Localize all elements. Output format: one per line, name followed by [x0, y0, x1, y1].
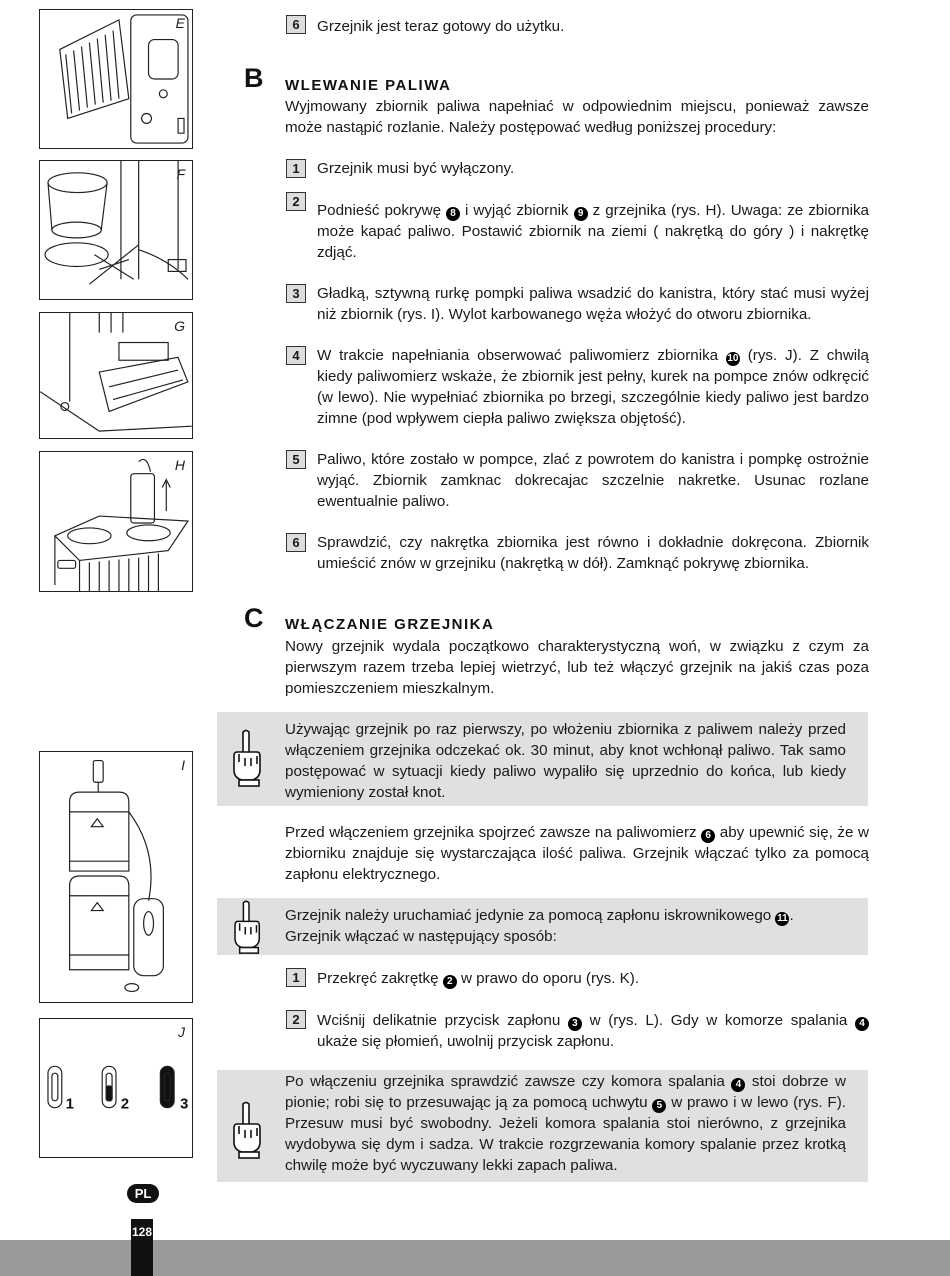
step-number-badge: 6: [286, 15, 306, 34]
figure-j: [39, 1018, 193, 1158]
figure-g-illustration: [40, 313, 192, 438]
figure-g: [39, 312, 193, 439]
gauge-label-1: 1: [65, 1096, 74, 1113]
ref-6-icon: 6: [701, 829, 715, 843]
gauge-label-3: 3: [180, 1096, 189, 1113]
step-b3-number: 3: [286, 284, 306, 303]
ref-4-icon: 4: [855, 1017, 869, 1031]
figure-j-illustration: [40, 1019, 192, 1157]
section-b-letter: B: [244, 63, 264, 93]
step-b5-text: Paliwo, które zostało w pompce, zlać z powrotem do kanistra i pompkę ostrożnie wyjąć. Zbiornik zamknac dokrecajac szczelnie nakretke. Usunac rozlane ewentualnie paliwo.: [317, 451, 869, 510]
gauge-label-2: 2: [120, 1096, 130, 1113]
step-text: Grzejnik jest teraz gotowy do użytku.: [317, 18, 565, 35]
figure-f: [39, 160, 193, 300]
ref-10-icon: 10: [727, 353, 739, 364]
pointing-hand-icon: [227, 728, 271, 788]
ref-4-icon: 4: [731, 1078, 745, 1092]
step-b2-number: 2: [286, 192, 306, 211]
step-b6-number: 6: [286, 533, 306, 552]
pointing-hand-icon: [227, 1100, 271, 1160]
figure-j-label: J: [178, 1024, 185, 1040]
section-b-title: WLEWANIE PALIWA: [285, 77, 452, 94]
ref-2-icon: 2: [443, 975, 457, 989]
ref-11-icon: 11: [777, 913, 788, 924]
ref-9-icon: 9: [574, 207, 588, 221]
ref-3-icon: 3: [568, 1017, 582, 1031]
step-c2-number: 2: [286, 1010, 306, 1029]
figure-f-illustration: [40, 161, 192, 299]
figure-i: [39, 751, 193, 1003]
note-ignition-text: Grzejnik należy uruchamiać jedynie za pomocą zapłonu iskrownikowego 11 . Grzejnik włączać w następujący sposób:: [285, 907, 794, 945]
step-b2-text: Podnieść pokrywę 8 i wyjąć zbiornik 9 z grzejnika (rys. H). Uwaga: ze zbiornika może kapać paliwo. Postawić zbiornik na ziemi ( nakrętką do góry ) i nakrętkę zdjąć.: [317, 202, 869, 261]
figure-e: [39, 9, 193, 149]
figure-i-label: I: [181, 757, 185, 773]
step-b1-number: 1: [286, 159, 306, 178]
figure-g-label: G: [174, 318, 185, 334]
note-box-first-use: [217, 712, 868, 806]
section-c-letter: C: [244, 603, 264, 633]
figure-h-illustration: [40, 452, 192, 591]
note-first-use-text: Używając grzejnik po raz pierwszy, po włożeniu zbiornika z paliwem należy przed włączeniem grzejnika odczekać ok. 30 minut, aby knot wchłonął paliwo. Tak samo postępować w sytuacji kiedy paliwo wypaliło się uprzednio do końca, lub kiedy wymieniony został knot.: [285, 721, 846, 801]
note-box-ignition: [217, 898, 868, 955]
page-number: 128: [131, 1219, 153, 1276]
step-b1-text: Grzejnik musi być wyłączony.: [317, 160, 515, 177]
note-combustion-text: Po włączeniu grzejnika sprawdzić zawsze czy komora spalania 4 stoi dobrze w pionie; robi się to przesuwając ją za pomocą uchwytu 5 w prawo i w lewo (rys. F). Przesuw musi być swobodny. Jeżeli komora spalania stoi nierówno, z grzejnika wydobywa się dym i sadza. W trakcie rozgrzewania komory spalanie przez krotką chwilę może być wyczuwany lekki zapach paliwa.: [285, 1073, 846, 1174]
ref-5-icon: 5: [652, 1099, 666, 1113]
figure-e-label: E: [175, 15, 185, 31]
section-c-title: WŁĄCZANIE GRZEJNIKA: [285, 616, 495, 633]
section-b-intro: Wyjmowany zbiornik paliwa napełniać w odpowiednim miejscu, ponieważ zawsze może nastąpić rozlanie. Należy postępować według poniższej procedury:: [285, 98, 869, 136]
step-b4-number: 4: [286, 346, 306, 365]
section-c-fuel-check: Przed włączeniem grzejnika spojrzeć zawsze na paliwomierz 6 aby upewnić się, że w zbiorniku znajduje się wystarczająca ilość paliwa. Grzejnik włączać tylko za pomocą zapłonu elektrycznego.: [285, 824, 870, 883]
section-c-intro: Nowy grzejnik wydala początkowo charakterystyczną woń, w związku z czym za pierwszym razem trzeba lepiej wietrzyć, lub też włączyć grzejnik na jakiś czas poza pomieszczeniem mieszkalnym.: [285, 638, 869, 697]
step-c1-number: 1: [286, 968, 306, 987]
step-b5-number: 5: [286, 450, 306, 469]
step-b6-text: Sprawdzić, czy nakrętka zbiornika jest równo i dokładnie dokręcona. Zbiornik umieścić znów w grzejniku (nakrętką w dół). Zamknąć pokrywę zbiornika.: [317, 534, 869, 572]
pointing-hand-icon: [227, 899, 271, 955]
step-b4-text: W trakcie napełniania obserwować paliwomierz zbiornika 10 (rys. J). Z chwilą kiedy paliwomierz wskaże, że zbiornik jest pełny, kurek na pompce znów odkręcić (w lewo). Nie wypełniać zbiornika po brzegi, szczególnie kiedy paliwo jest bardzo zimne (pod wpływem ciepła paliwo zwiększa objętość).: [317, 347, 869, 427]
language-badge: PL: [127, 1184, 159, 1203]
figure-i-illustration: [40, 752, 192, 1002]
step-b3-text: Gładką, sztywną rurkę pompki paliwa wsadzić do kanistra, który stać musi wyżej niż zbiornik (rys. I). Wylot karbowanego węża włożyć do otworu zbiornika.: [317, 285, 869, 323]
ref-8-icon: 8: [446, 207, 460, 221]
figure-h: [39, 451, 193, 592]
figure-f-label: F: [176, 166, 185, 182]
note-box-combustion-chamber: [217, 1070, 868, 1182]
step-c2-text: Wciśnij delikatnie przycisk zapłonu 3 w (rys. L). Gdy w komorze spalania 4 ukaże się płomień, uwolnij przycisk zapłonu.: [317, 1010, 869, 1052]
step-c1-text: Przekręć zakrętkę 2 w prawo do oporu (rys. K).: [317, 970, 640, 987]
figure-h-label: H: [174, 457, 185, 473]
figure-e-illustration: [40, 10, 192, 148]
